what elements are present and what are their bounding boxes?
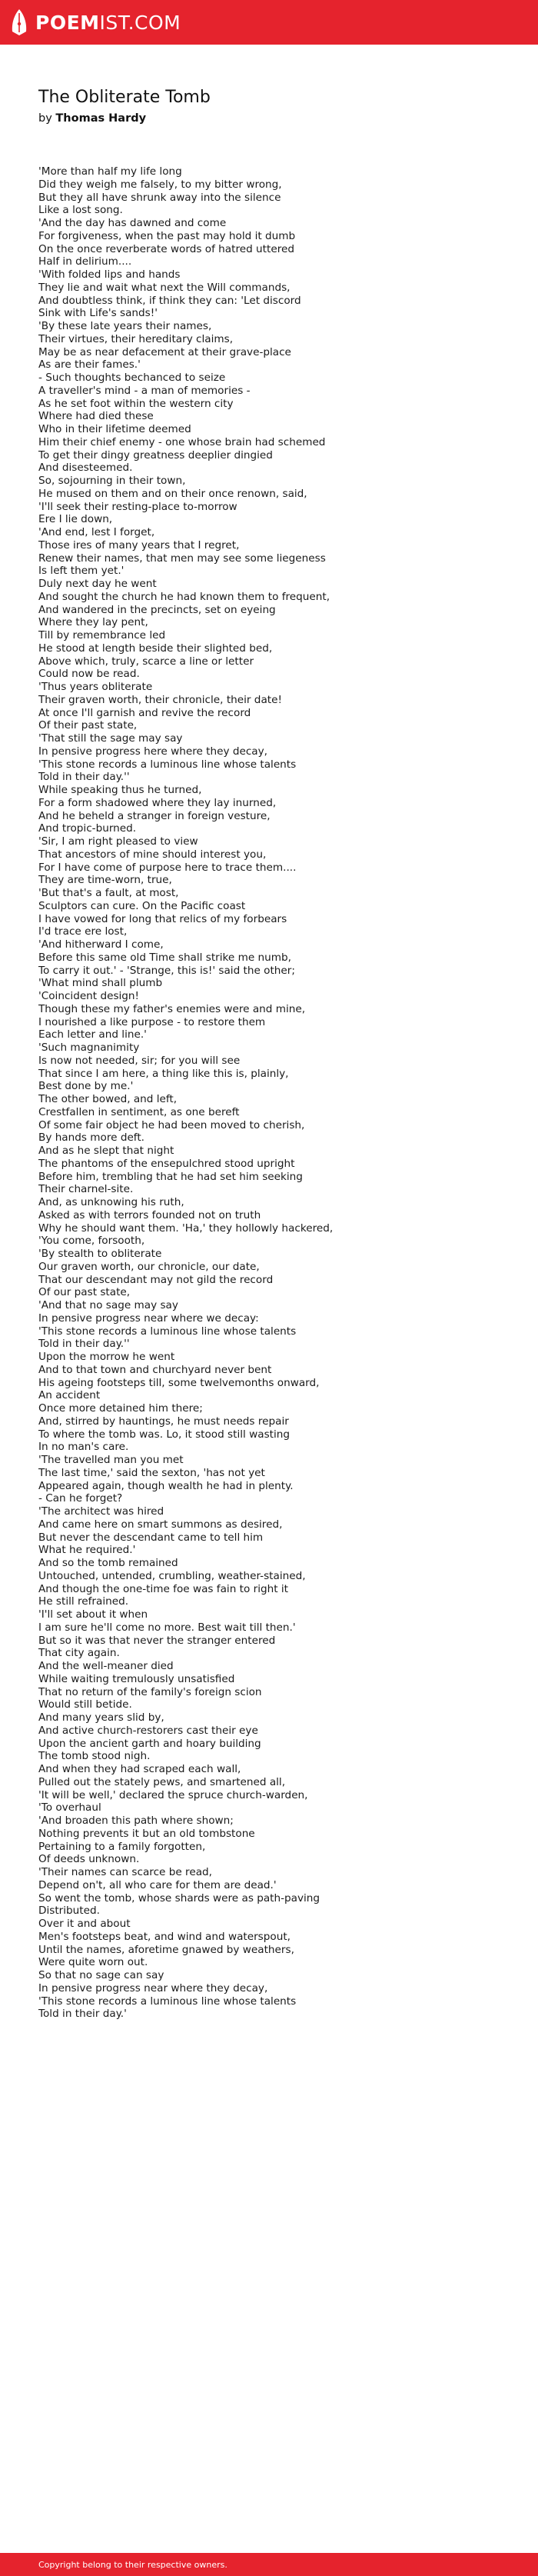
poem-line: And tropic-burned. — [38, 822, 137, 835]
poem-line: Pertaining to a family forgotten, — [38, 1840, 206, 1853]
poem-line: - Such thoughts bechanced to seize — [38, 372, 226, 384]
poem-line: Why he should want them. 'Ha,' they hollowly hackered, — [38, 1221, 334, 1235]
poem-line: Ere I lie down, — [38, 513, 113, 526]
poem-line: He still refrained. — [38, 1595, 129, 1608]
poem-line: Duly next day he went — [38, 578, 157, 590]
poem-line: I nourished a like purpose - to restore them — [38, 1015, 266, 1028]
quill-pen-icon — [9, 8, 29, 36]
poem-line: That city again. — [38, 1647, 120, 1660]
poem-line: Asked as with terrors founded not on truth — [38, 1208, 261, 1221]
poem-line: Their graven worth, their chronicle, their date! — [38, 693, 282, 706]
poem-line: And doubtless think, if think they can: 'Let discord — [38, 294, 301, 307]
poem-line: May be as near defacement at their grave-place — [38, 345, 291, 358]
poem-line: Upon the ancient garth and hoary building — [38, 1737, 261, 1750]
poem-line: Crestfallen in sentiment, as one bereft — [38, 1105, 240, 1118]
poem-line: At once I'll garnish and revive the record — [38, 706, 251, 719]
poem-line: The last time,' said the sexton, 'has not yet — [38, 1466, 265, 1479]
poem-line: So went the tomb, whose shards were as path-paving — [38, 1891, 320, 1905]
brand-name — [35, 12, 181, 34]
poem-line: He mused on them and on their once renown, said, — [38, 487, 307, 500]
poem-line: Men's footsteps beat, and wind and waterspout, — [38, 1930, 291, 1943]
poem-line: Sink with Life's sands!' — [38, 307, 158, 320]
poem-line: And the well-meaner died — [38, 1660, 174, 1672]
poem-line: 'This stone records a luminous line whose talents — [38, 758, 297, 771]
poem-line: Him their chief enemy - one whose brain had schemed — [38, 435, 326, 448]
poem-line: 'I'll set about it when — [38, 1608, 148, 1621]
poem-line: 'By these late years their names, — [38, 320, 212, 332]
poem-line: Their charnel-site. — [38, 1183, 134, 1196]
poem-line: Told in their day.'' — [38, 1338, 130, 1351]
poem-line: An accident — [38, 1389, 101, 1402]
poem-line: 'And hitherward I come, — [38, 938, 164, 951]
poem-line: Where they lay pent, — [38, 616, 148, 629]
poem-line: Before this same old Time shall strike me numb, — [38, 951, 291, 964]
poem-line: Untouched, untended, crumbling, weather-stained, — [38, 1569, 306, 1582]
poem-line: I am sure he'll come no more. Best wait till then.' — [38, 1621, 296, 1634]
poem-line: As he set foot within the western city — [38, 397, 234, 410]
poem-line: That our descendant may not gild the record — [38, 1273, 274, 1286]
poem-line: Each letter and line.' — [38, 1028, 147, 1041]
poem-line: That no return of the family's foreign scion — [38, 1685, 262, 1698]
poem-line: Where had died these — [38, 410, 154, 423]
poem-line: Pulled out the stately pews, and smartened all, — [38, 1775, 286, 1788]
poem-line: Above which, truly, scarce a line or letter — [38, 655, 254, 668]
poem-line: Half in delirium.... — [38, 255, 132, 268]
poem-line: 'The travelled man you met — [38, 1454, 184, 1466]
poem-line: And as he slept that night — [38, 1145, 174, 1157]
poem-line: And to that town and churchyard never bent — [38, 1363, 272, 1376]
poem-line: 'Thus years obliterate — [38, 681, 153, 693]
poem-line: Those ires of many years that I regret, — [38, 538, 240, 552]
poem-line: So that no sage can say — [38, 1969, 164, 1981]
byline-prefix: by — [38, 112, 52, 125]
poem-line: 'The architect was hired — [38, 1505, 164, 1518]
site-logo[interactable] — [9, 7, 181, 38]
poem-line: Is left them yet.' — [38, 565, 125, 578]
poem-line: Renew their names, that men may see some liegeness — [38, 552, 326, 565]
poem-line: 'To overhaul — [38, 1801, 101, 1815]
poem-line: A traveller's mind - a man of memories - — [38, 384, 251, 397]
poem-line: He stood at length beside their slighted bed, — [38, 642, 273, 655]
poem-byline — [38, 112, 146, 125]
poem-line: And, as unknowing his ruth, — [38, 1196, 184, 1208]
poem-line: Nothing prevents it but an old tombstone — [38, 1827, 255, 1840]
poem-line: Once more detained him there; — [38, 1402, 203, 1415]
poem-body — [38, 165, 515, 2021]
poem-line: - Can he forget? — [38, 1492, 123, 1505]
poem-author-link[interactable]: Thomas Hardy — [55, 112, 147, 125]
poem-line: Until the names, aforetime gnawed by weathers, — [38, 1943, 294, 1956]
poem-line: And sought the church he had known them to frequent, — [38, 590, 330, 603]
poem-line: For forgiveness, when the past may hold it dumb — [38, 229, 296, 242]
poem-line: 'And end, lest I forget, — [38, 526, 155, 538]
poem-line: They are time-worn, true, — [38, 874, 172, 887]
poem-line: Our graven worth, our chronicle, our date, — [38, 1260, 260, 1273]
poem-line: And many years slid by, — [38, 1711, 164, 1724]
poem-line: That ancestors of mine should interest you, — [38, 848, 267, 861]
brand-name-light: IST.COM — [99, 11, 181, 34]
poem-line: Distributed. — [38, 1905, 100, 1918]
poem-line: While speaking thus he turned, — [38, 784, 202, 796]
poem-line: 'By stealth to obliterate — [38, 1248, 162, 1260]
poem-line: But never the descendant came to tell him — [38, 1531, 264, 1544]
poem-line: Though these my father's enemies were and mine, — [38, 1002, 306, 1015]
poem-line: Appeared again, though wealth he had in plenty. — [38, 1479, 294, 1492]
poem-line: But so it was that never the stranger entered — [38, 1634, 276, 1647]
poem-line: Of deeds unknown. — [38, 1853, 140, 1866]
poem-line: On the once reverberate words of hatred uttered — [38, 242, 294, 255]
poem-line: 'But that's a fault, at most, — [38, 887, 179, 899]
poem-line: 'Sir, I am right pleased to view — [38, 835, 198, 848]
poem-line: 'Their names can scarce be read, — [38, 1866, 212, 1878]
poem-line: His ageing footsteps till, some twelvemonths onward, — [38, 1376, 320, 1389]
poem-line: And when they had scraped each wall, — [38, 1763, 241, 1775]
poem-line: Upon the morrow he went — [38, 1351, 175, 1363]
poem-line: 'And broaden this path where shown; — [38, 1815, 234, 1827]
poem-line: I have vowed for long that relics of my forbears — [38, 912, 287, 925]
poem-line: 'You come, forsooth, — [38, 1235, 145, 1248]
poem-line: 'And that no sage may say — [38, 1299, 178, 1311]
poem-line: And he beheld a stranger in foreign vesture, — [38, 809, 271, 822]
poem-line: Their virtues, their hereditary claims, — [38, 332, 234, 345]
poem-line: And active church-restorers cast their eye — [38, 1724, 258, 1737]
poem-line: To carry it out.' - 'Strange, this is!' said the other; — [38, 964, 295, 977]
poem-line: Were quite worn out. — [38, 1956, 148, 1969]
poem-line: Of some fair object he had been moved to cherish, — [38, 1118, 305, 1131]
poem-line: Is now not needed, sir; for you will see — [38, 1054, 241, 1067]
poem-line: And came here on smart summons as desired, — [38, 1518, 283, 1531]
poem-line: 'I'll seek their resting-place to-morrow — [38, 500, 237, 513]
poem-line: Told in their day.' — [38, 2008, 127, 2021]
poem-line: 'It will be well,' declared the spruce church-warden, — [38, 1788, 308, 1801]
poem-line: The phantoms of the ensepulchred stood upright — [38, 1157, 295, 1170]
poem-line: Of their past state, — [38, 719, 138, 732]
poem-line: In pensive progress near where we decay: — [38, 1311, 259, 1325]
poem-line: While waiting tremulously unsatisfied — [38, 1672, 235, 1685]
poem-line: 'Such magnanimity — [38, 1041, 140, 1054]
poem-line: In pensive progress here where they decay, — [38, 745, 268, 758]
poem-line: Before him, trembling that he had set him seeking — [38, 1170, 303, 1183]
poem-line: Told in their day.'' — [38, 771, 130, 784]
footer-copyright: Copyright belong to their respective owners. — [38, 2559, 227, 2570]
poem-line: The other bowed, and left, — [38, 1093, 178, 1105]
poem-line: 'And the day has dawned and come — [38, 217, 227, 229]
poem-line: The tomb stood nigh. — [38, 1750, 151, 1763]
poem-line: I'd trace ere lost, — [38, 925, 128, 938]
poem-line: In pensive progress near where they decay, — [38, 1981, 268, 1994]
site-footer — [0, 2553, 538, 2576]
poem-title: The Obliterate Tomb — [38, 88, 211, 107]
poem-line: 'This stone records a luminous line whose talents — [38, 1325, 297, 1338]
poem-line: For I have come of purpose here to trace them.... — [38, 861, 297, 874]
poem-line: Sculptors can cure. On the Pacific coast — [38, 899, 246, 912]
poem-line: 'Coincident design! — [38, 990, 139, 1002]
poem-line: 'More than half my life long — [38, 165, 182, 178]
poem-line: Till by remembrance led — [38, 629, 166, 642]
poem-line: Could now be read. — [38, 668, 140, 681]
poem-line: And so the tomb remained — [38, 1557, 178, 1569]
poem-line: Would still betide. — [38, 1698, 132, 1711]
poem-line: For a form shadowed where they lay inurned, — [38, 796, 277, 809]
poem-line: That since I am here, a thing like this is, plainly, — [38, 1067, 289, 1080]
poem-line: Best done by me.' — [38, 1080, 134, 1093]
poem-line: Depend on't, all who care for them are dead.' — [38, 1878, 277, 1891]
poem-line: As are their fames.' — [38, 358, 141, 372]
brand-name-bold: POEM — [35, 11, 100, 34]
poem-line: Did they weigh me falsely, to my bitter wrong, — [38, 178, 282, 191]
poem-line: 'What mind shall plumb — [38, 977, 163, 990]
poem-line: Like a lost song. — [38, 204, 123, 217]
poem-line: To get their dingy greatness deeplier dingied — [38, 448, 273, 462]
poem-line: 'With folded lips and hands — [38, 268, 181, 281]
poem-line: To where the tomb was. Lo, it stood still wasting — [38, 1428, 291, 1441]
poem-line: And wandered in the precincts, set on eyeing — [38, 603, 276, 616]
poem-line: What he required.' — [38, 1544, 136, 1557]
poem-line: And, stirred by hauntings, he must needs repair — [38, 1415, 289, 1428]
poem-line: Of our past state, — [38, 1286, 131, 1299]
poem-line: And though the one-time foe was fain to right it — [38, 1582, 288, 1595]
poem-line: In no man's care. — [38, 1441, 129, 1454]
site-header — [0, 0, 538, 45]
poem-line: They lie and wait what next the Will commands, — [38, 281, 291, 294]
poem-line: But they all have shrunk away into the silence — [38, 191, 281, 204]
poem-line: 'That still the sage may say — [38, 732, 183, 745]
poem-line: Who in their lifetime deemed — [38, 423, 191, 435]
poem-line: By hands more deft. — [38, 1131, 145, 1145]
poem-line: So, sojourning in their town, — [38, 475, 186, 487]
poem-line: 'This stone records a luminous line whose talents — [38, 1994, 297, 2008]
poem-line: Over it and about — [38, 1918, 131, 1930]
poem-line: And disesteemed. — [38, 462, 133, 475]
